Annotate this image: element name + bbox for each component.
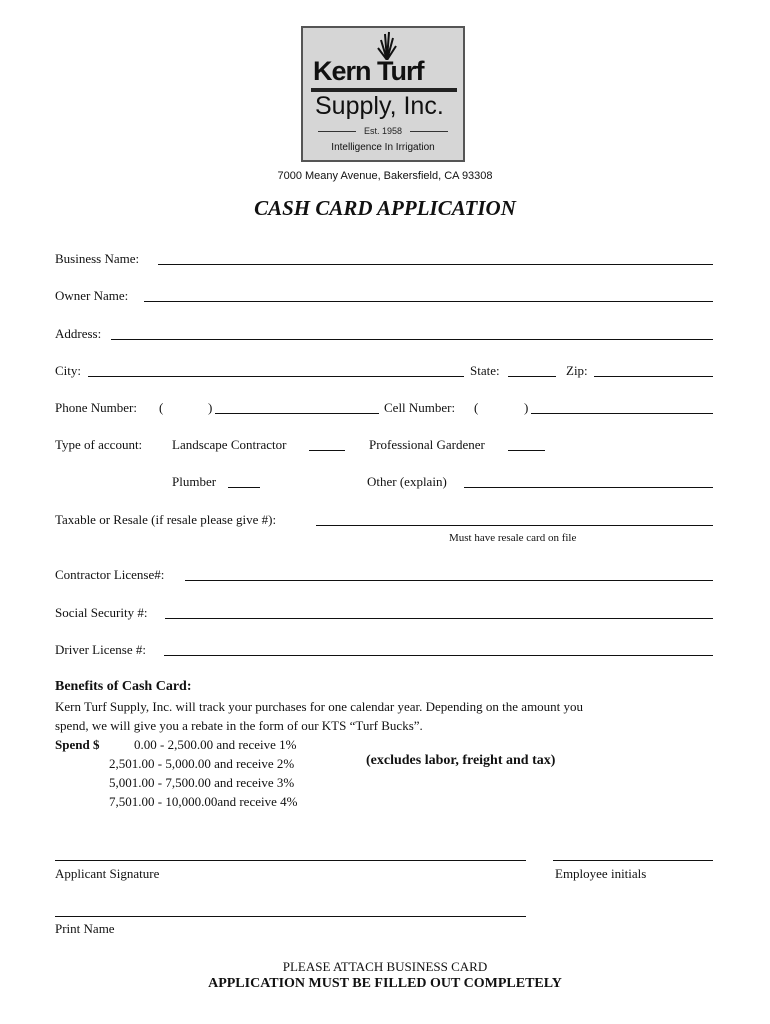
excludes-note: (excludes labor, freight and tax)	[366, 753, 556, 768]
benefits-line-1: Kern Turf Supply, Inc. will track your purchases for one calendar year. Depending on the amount you	[55, 699, 584, 714]
benefits-line-2: spend, we will give you a rebate in the form of our KTS “Turf Bucks”.	[55, 718, 423, 733]
footer-line-1: PLEASE ATTACH BUSINESS CARD	[282, 959, 488, 974]
ssn-field[interactable]	[165, 618, 713, 619]
print-name-line[interactable]	[55, 916, 526, 917]
address-label: Address:	[55, 326, 102, 341]
gardener-label: Professional Gardener	[369, 437, 485, 452]
account-type-label: Type of account:	[55, 437, 143, 452]
resale-note: Must have resale card on file	[449, 532, 577, 544]
ssn-label: Social Security #:	[55, 605, 148, 620]
phone-paren-close: )	[208, 400, 213, 415]
footer-line-2: APPLICATION MUST BE FILLED OUT COMPLETELY	[208, 976, 562, 991]
address-field[interactable]	[111, 339, 713, 340]
plumber-label: Plumber	[172, 474, 217, 489]
landscape-label: Landscape Contractor	[172, 437, 287, 452]
logo-line-2: Supply, Inc.	[315, 92, 444, 120]
owner-name-field[interactable]	[144, 301, 713, 302]
employee-initials-label: Employee initials	[555, 866, 647, 881]
landscape-checkbox-line[interactable]	[309, 450, 345, 451]
business-name-label: Business Name:	[55, 251, 140, 266]
contractor-license-label: Contractor License#:	[55, 567, 165, 582]
company-logo	[301, 26, 465, 162]
city-label: City:	[55, 363, 82, 378]
state-label: State:	[470, 363, 500, 378]
employee-initials-line[interactable]	[553, 860, 713, 861]
logo-line-1: Kern Turf	[313, 56, 424, 86]
driver-license-label: Driver License #:	[55, 642, 146, 657]
logo-tagline: Intelligence In Irrigation	[331, 142, 435, 153]
phone-paren-open: (	[159, 400, 164, 415]
tier-4: 7,501.00 - 10,000.00and receive 4%	[109, 794, 298, 809]
zip-field[interactable]	[594, 376, 713, 377]
page-title: CASH CARD APPLICATION	[254, 196, 516, 220]
gardener-checkbox-line[interactable]	[508, 450, 545, 451]
benefits-heading: Benefits of Cash Card:	[55, 679, 192, 694]
tier-1: 0.00 - 2,500.00 and receive 1%	[134, 737, 297, 752]
phone-label: Phone Number:	[55, 400, 137, 415]
driver-license-field[interactable]	[164, 655, 713, 656]
phone-field[interactable]	[215, 413, 379, 414]
other-field[interactable]	[464, 487, 713, 488]
logo-established: Est. 1958	[303, 126, 463, 136]
city-field[interactable]	[88, 376, 464, 377]
applicant-signature-label: Applicant Signature	[55, 866, 160, 881]
company-address: 7000 Meany Avenue, Bakersfield, CA 93308	[277, 170, 493, 182]
contractor-license-field[interactable]	[185, 580, 713, 581]
taxable-field[interactable]	[316, 525, 713, 526]
owner-name-label: Owner Name:	[55, 288, 129, 303]
taxable-label: Taxable or Resale (if resale please give #):	[55, 512, 277, 527]
cell-paren-open: (	[474, 400, 479, 415]
business-name-field[interactable]	[158, 264, 713, 265]
tier-2: 2,501.00 - 5,000.00 and receive 2%	[109, 756, 295, 771]
cell-field[interactable]	[531, 413, 713, 414]
tier-3: 5,001.00 - 7,500.00 and receive 3%	[109, 775, 295, 790]
print-name-label: Print Name	[55, 921, 115, 936]
cell-paren-close: )	[524, 400, 529, 415]
cell-label: Cell Number:	[384, 400, 456, 415]
zip-label: Zip:	[566, 363, 588, 378]
other-label: Other (explain)	[367, 474, 447, 489]
plumber-checkbox-line[interactable]	[228, 487, 260, 488]
applicant-signature-line[interactable]	[55, 860, 526, 861]
spend-label: Spend $	[55, 737, 100, 752]
state-field[interactable]	[508, 376, 556, 377]
